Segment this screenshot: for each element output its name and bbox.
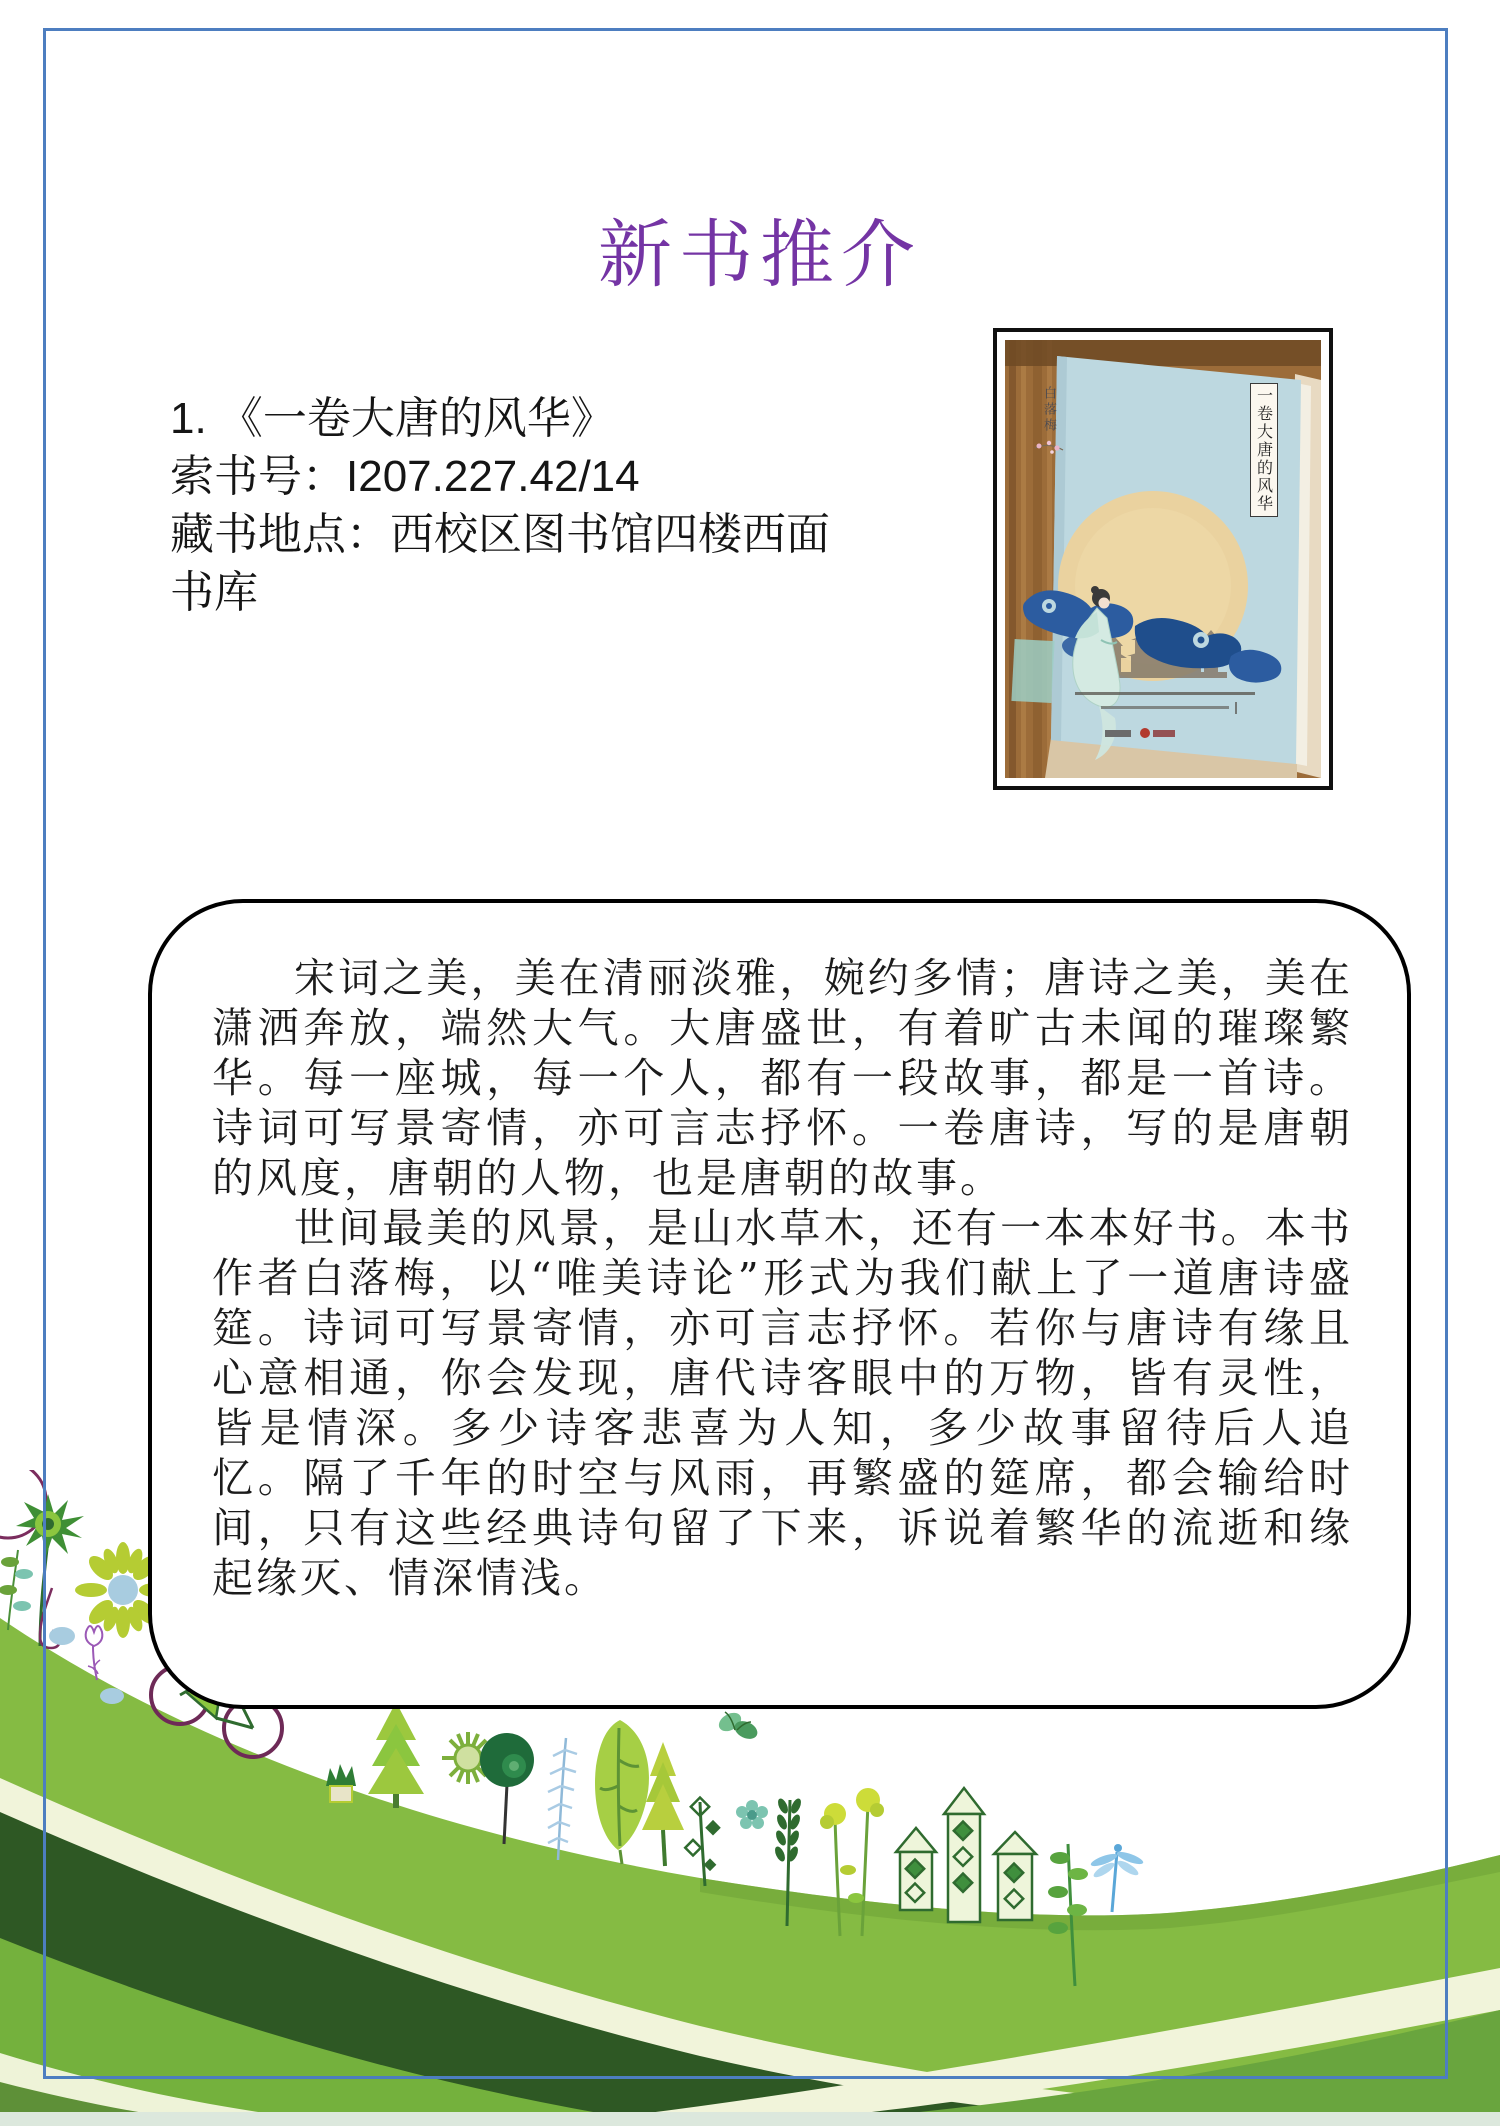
cover-title-box: 一卷大唐的风华 xyxy=(1250,383,1278,517)
review-paragraph-1: 宋词之美，美在清丽淡雅，婉约多情；唐诗之美，美在潇洒奔放，端然大气。大唐盛世，有着旷古未闻的璀璨繁华。每一座城，每一个人，都有一段故事，都是一首诗。诗词可写景寄情，亦可言志抒怀。一卷唐诗，写的是唐朝的风度，唐朝的人物，也是唐朝的故事。 xyxy=(212,954,1353,1202)
book-title-line: 1. 《一卷大唐的风华》 xyxy=(170,394,615,443)
page-title: 新书推介 xyxy=(598,212,922,298)
teal-flower-icon xyxy=(736,1800,768,1829)
book-info-block xyxy=(170,390,860,622)
review-box xyxy=(148,899,1411,1709)
pine-tree-icon xyxy=(368,1702,424,1808)
pale-bottom-strip xyxy=(0,2112,1500,2126)
dragonfly-icon xyxy=(1089,1844,1144,1912)
book-cover-photo-inner xyxy=(1005,340,1321,778)
cover-author: 白落梅 xyxy=(1041,386,1056,434)
blue-blob-icon xyxy=(49,1627,75,1645)
blue-fern-icon xyxy=(548,1738,577,1860)
lollipop-tree-icon xyxy=(480,1733,534,1844)
review-text xyxy=(152,903,1407,1603)
butterfly-icon xyxy=(716,1709,761,1742)
house-doodles-icon xyxy=(896,1788,1036,1922)
potted-grass-icon xyxy=(326,1764,356,1802)
review-paragraph-2: 世间最美的风景，是山水草木，还有一本本好书。本书作者白落梅，以“唯美诗论”形式为我们献上了一道唐诗盛筵。诗词可写景寄情，亦可言志抒怀。若你与唐诗有缘且心意相通，你会发现，唐代诗客眼中的万物，皆有灵性，皆是情深。多少诗客悲喜为人知，多少故事留待后人追忆。隔了千年的时空与风雨，再繁盛的筵席，都会输给时间，只有这些经典诗句留了下来，诉说着繁华的流逝和缘起缘灭、情深情浅。 xyxy=(212,1204,1353,1602)
book-cover-photo xyxy=(993,328,1333,790)
library-label xyxy=(1011,639,1054,703)
pine-tree-icon-2 xyxy=(642,1742,684,1866)
leaf-tree-icon xyxy=(595,1720,649,1864)
tulip-doodle-icon xyxy=(86,1626,103,1680)
diamond-plant-icon xyxy=(685,1798,721,1886)
call-number-line: 索书号：I207.227.42/14 xyxy=(170,452,640,501)
blue-blob-icon-2 xyxy=(100,1688,124,1704)
leaf-sprigs-icon xyxy=(0,1550,33,1630)
location-line: 藏书地点：西校区图书馆四楼西面书库 xyxy=(170,510,830,617)
